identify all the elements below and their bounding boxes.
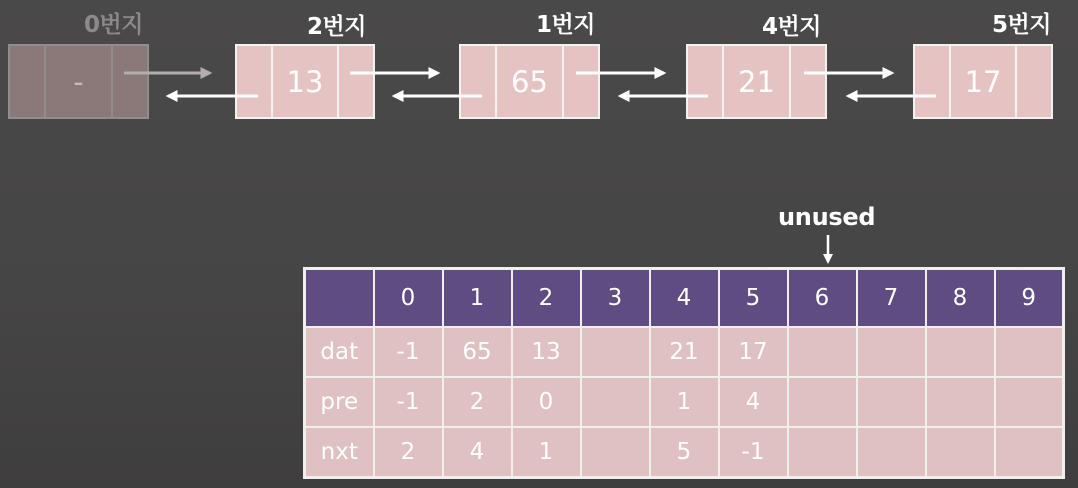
index-cell: 0	[374, 269, 443, 328]
table-cell: 4	[443, 427, 512, 478]
index-cell: 9	[995, 269, 1064, 328]
table-cell	[926, 327, 995, 377]
node-2-address: 1번지	[536, 12, 595, 38]
table-cell: 1	[512, 427, 581, 478]
table-row-pre	[305, 377, 1064, 427]
table-cell	[995, 377, 1064, 427]
table-cell: -1	[719, 427, 788, 478]
table-cell	[788, 327, 857, 377]
row-label-dat: dat	[305, 327, 374, 377]
table-cell	[581, 327, 650, 377]
table-cell	[995, 427, 1064, 478]
node-0-address: 0번지	[84, 12, 143, 38]
unused-label: unused	[778, 203, 876, 231]
index-cell: 7	[857, 269, 926, 328]
table-cell	[788, 377, 857, 427]
table-cell	[995, 327, 1064, 377]
index-cell: 3	[581, 269, 650, 328]
node-1-value: 13	[271, 46, 339, 117]
table-cell	[926, 427, 995, 478]
table-cell	[857, 427, 926, 478]
table-cell	[581, 427, 650, 478]
node-0-value: -	[44, 46, 113, 117]
array-table	[303, 267, 1065, 479]
table-cell: 1	[650, 377, 719, 427]
index-cell: 5	[719, 269, 788, 328]
table-cell: 4	[719, 377, 788, 427]
index-cell: 4	[650, 269, 719, 328]
table-cell	[788, 427, 857, 478]
node-3-value: 21	[722, 46, 791, 117]
table-cell: 0	[512, 377, 581, 427]
table-cell	[857, 377, 926, 427]
table-cell: 2	[374, 427, 443, 478]
index-header-row	[305, 269, 1064, 328]
table-cell: -1	[374, 377, 443, 427]
table-cell: 2	[443, 377, 512, 427]
index-cell: 6	[788, 269, 857, 328]
node-4-value: 17	[949, 46, 1017, 117]
table-cell: 17	[719, 327, 788, 377]
corner-cell	[305, 269, 374, 328]
node-4-address: 5번지	[992, 12, 1051, 38]
index-cell: 1	[443, 269, 512, 328]
table-cell	[857, 327, 926, 377]
index-cell: 8	[926, 269, 995, 328]
row-label-nxt: nxt	[305, 427, 374, 478]
table-cell: -1	[374, 327, 443, 377]
node-3-address: 4번지	[762, 14, 821, 40]
node-2-value: 65	[495, 46, 564, 117]
table-cell: 13	[512, 327, 581, 377]
row-label-pre: pre	[305, 377, 374, 427]
table-cell	[926, 377, 995, 427]
table-cell: 5	[650, 427, 719, 478]
table-cell: 65	[443, 327, 512, 377]
table-cell: 21	[650, 327, 719, 377]
node-1-address: 2번지	[307, 14, 366, 40]
index-cell: 2	[512, 269, 581, 328]
table-cell	[581, 377, 650, 427]
table-row-dat	[305, 327, 1064, 377]
table-row-nxt	[305, 427, 1064, 478]
